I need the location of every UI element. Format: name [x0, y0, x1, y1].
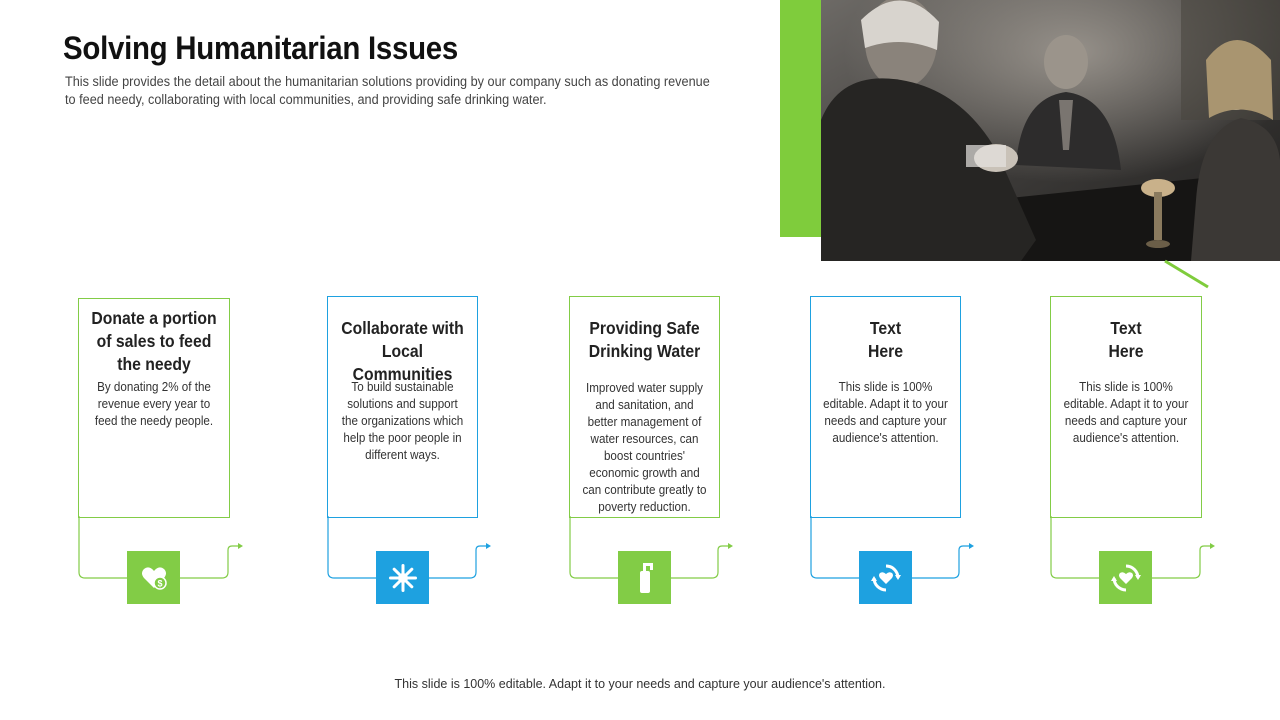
step-card-2	[327, 296, 478, 518]
arrow-right-icon	[728, 543, 733, 549]
water-tap-icon	[618, 551, 671, 604]
step-card-title-line: Providing Safe	[589, 318, 700, 338]
green-accent-bar	[780, 0, 824, 237]
arrow-right-icon	[1210, 543, 1215, 549]
slide-title: Solving Humanitarian Issues	[63, 30, 459, 66]
footer-note: This slide is 100% editable. Adapt it to your needs and capture your audience's attention.	[394, 677, 886, 691]
step-card-description: This slide is 100% editable. Adapt it to your needs and capture your audience's attention.	[1063, 380, 1189, 445]
slide-subtitle: This slide provides the detail about the humanitarian solutions providing by our company such as donating revenue to feed needy, collaborating with local communities, and providing safe drinking water.	[65, 74, 710, 107]
step-card-title-line: the needy	[117, 354, 191, 374]
arrow-right-icon	[238, 543, 243, 549]
step-card-3	[569, 296, 720, 518]
step-card-title	[335, 317, 469, 386]
step-card-1	[78, 298, 230, 518]
arrow-right-icon	[486, 543, 491, 549]
heart-cycle-icon	[1099, 551, 1152, 604]
step-card-title-line: of sales to feed	[96, 331, 212, 351]
step-card-title-line: Donate a portion	[91, 308, 217, 328]
step-card-description: To build sustainable solutions and support the organizations which help the poor people in different ways.	[341, 380, 464, 462]
step-card-title-line: Here	[867, 341, 904, 361]
arrow-right-icon	[969, 543, 974, 549]
step-card-5	[1050, 296, 1202, 518]
step-card-4	[810, 296, 961, 518]
step-card-title-line: Collaborate with	[341, 318, 464, 338]
step-card-title	[577, 317, 711, 363]
step-card-description: This slide is 100% editable. Adapt it to your needs and capture your audience's attention.	[823, 380, 948, 445]
meeting-photo	[821, 0, 1280, 261]
step-card-title-line: Text	[1110, 318, 1142, 338]
step-card-description: By donating 2% of the revenue every year to feed the needy people.	[94, 380, 214, 428]
step-card-title	[87, 307, 222, 376]
step-card-description: Improved water supply and sanitation, and better management of water resources, can boost countries' economic growth and can contribute greatly to poverty reduction.	[582, 381, 707, 514]
step-card-title-line: Local Communities	[352, 341, 453, 384]
step-card-title-line: Here	[1108, 341, 1144, 361]
heart-cycle-icon	[859, 551, 912, 604]
heart-dollar-icon	[127, 551, 180, 604]
community-hands-icon	[376, 551, 429, 604]
step-card-title	[818, 317, 952, 363]
svg-text:$: $	[156, 578, 163, 588]
step-card-title-line: Text	[869, 318, 902, 338]
step-card-title	[1059, 317, 1194, 363]
step-card-title-line: Drinking Water	[588, 341, 701, 361]
